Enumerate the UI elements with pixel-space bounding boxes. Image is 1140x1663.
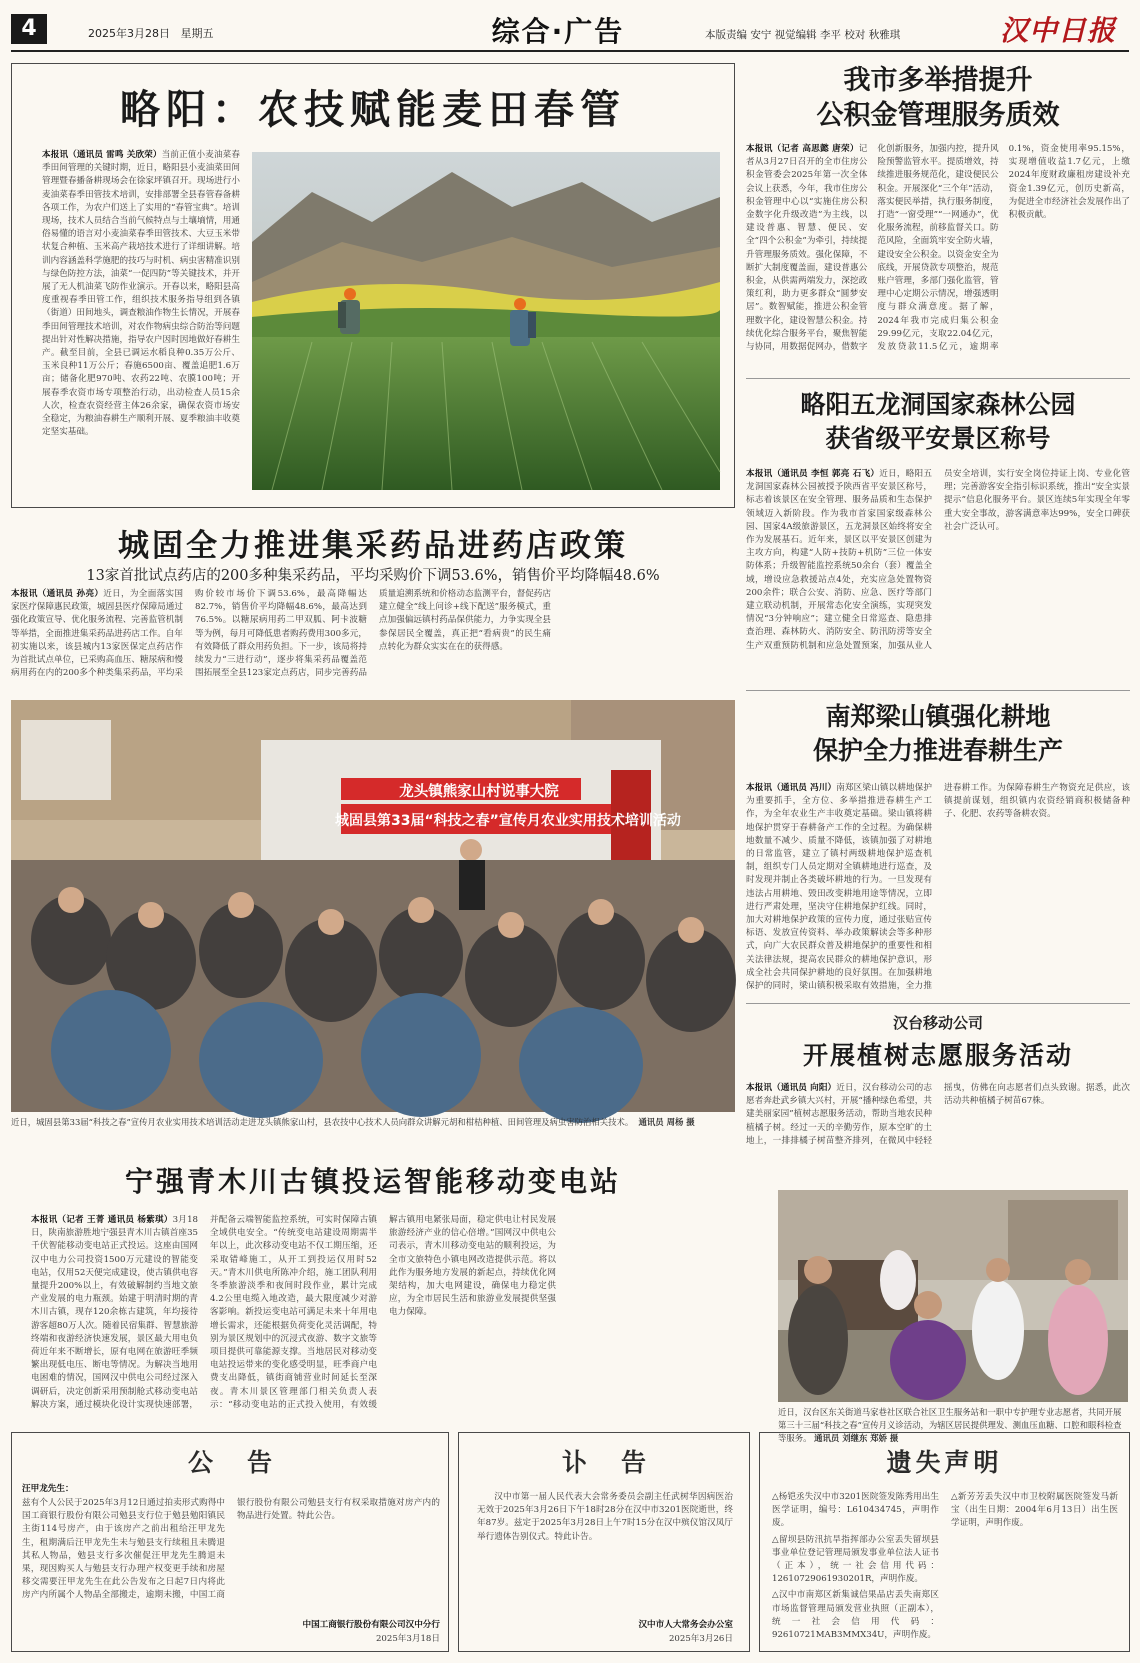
photo-wheat-field: [252, 152, 720, 490]
article-title: 略阳五龙洞国家森林公园 获省级平安景区称号: [800, 390, 1076, 453]
article-title: 城固全力推进集采药品进药店政策: [118, 528, 628, 564]
article-kicker: 汉台移动公司: [892, 1014, 983, 1032]
notice-body: 汉中市第一届人民代表大会常务委员会副主任武树华因病医治无效于2025年3月26日下午18时28分在汉中市3201医院逝世，终年87岁。兹定于2025年3月28日上午7时15分在汉中殡仪馆汉凤厅举行遗体告别仪式。特此讣告。: [477, 1492, 733, 1542]
article-body: 本报讯（通讯员 雷鸣 关欣荣）当前正值小麦油菜春季田间管理的关键时期，近日，略阳县小麦油菜田间管理暨春播备耕现场会在徐家坪镇召开。现场进行小麦油菜春季田管技术培训，安排部署全县春管春备耕各项工作，为农户们送上了实用的“春管宝典”。培训现场，技术人员结合当前气候特点与土壤墒情，用通俗易懂的语言对小麦油菜春季田管技术、大豆玉米带状复合种植、玉米高产栽培技术进行了详细讲解。培训内容涵盖科学施肥的技巧与时机、病虫害精准识别与绿色防控方法，油菜“一促四防”等关键技术，并开展了无人机油菜飞防作业演示。开春以来，略阳县高度重视春季田管工作，组织技术服务指导组到各镇（街道）田间地头，调查粮油作物生长情况，开展春季田间管理技术培训，对农作物病虫综合防治等问题提出针对性解决措施，指导农户因时因地做好春耕生产。截至目前，全县已调运水稻良种0.35万公斤、玉米良种11万公斤；春施6500亩、覆盖追肥1.6万亩；储备化肥970吨、农药22吨、农膜100吨；开展春季农资市场专项整治行动，出动检查人员15余人次，检查农资经营主体26余家，确保农资市场安全稳定，为粮油春耕生产顺利开展、夏季粮油丰收奠定坚实基础。: [42, 150, 240, 438]
notice-fugao: [458, 1432, 750, 1652]
notice-title: 遗失声明: [886, 1448, 1003, 1477]
divider: [746, 690, 1130, 691]
banner-village-courtyard: 龙头镇熊家山村说事大院: [399, 784, 559, 800]
notice-title: 公告: [187, 1448, 306, 1477]
banner-training-activity: 城固县第33届“科技之春”宣传月农业实用技术培训活动: [335, 813, 681, 829]
notice-salutation: 汪甲龙先生：: [22, 1484, 74, 1494]
photo-caption: 近日，城固县第33届“科技之春”宣传月农业实用技术培训活动走进龙头镇熊家山村，县农技中心技术人员向群众讲解元胡和柑桔种植、田间管理及病虫害防治相关技术。 通讯员 周杨 摄: [11, 1117, 695, 1127]
article-title: 略阳：农技赋能麦田春管: [120, 86, 626, 133]
masthead: [0, 0, 1140, 56]
article-title: 宁强青木川古镇投运智能移动变电站: [124, 1165, 621, 1198]
lost-item: △留坝县防汛抗旱指挥部办公室丢失留坝县事业单位登记管理局颁发事业单位法人证书（正本），统一社会信用代码：12610729061930201R，声明作废。: [772, 1534, 939, 1585]
lost-item: △新芳芳丢失汉中市卫校附属医院签发马新宝（出生日期：2004年6月13日）出生医学证明，声明作废。: [951, 1492, 1118, 1529]
article-gongjijin: [746, 63, 1130, 355]
article-hantai: [746, 1012, 1130, 1162]
notice-signer: 中国工商银行股份有限公司汉中分行: [302, 1620, 440, 1630]
article-ningqiang: [11, 1160, 735, 1422]
page-number: 4: [11, 14, 47, 44]
notice-yishi: [759, 1432, 1130, 1652]
masthead-date: 2025年3月28日 星期五: [88, 27, 214, 40]
article-title: 南郑梁山镇强化耕地 保护全力推进春耕生产: [812, 702, 1063, 765]
article-body: 本报讯（通讯员 向阳）近日，汉台移动公司的志愿者奔赴武乡镇大兴村，开展“播种绿色希望，共建美丽家园”植树志愿服务活动，帮助当地农民种植橘子树。经过一天的辛勤劳作，原本空旷的土地上，一排排橘子树苗整齐排列，在微风中轻轻摇曳，仿佛在向志愿者们点头致谢。据悉，此次活动共种植橘子树苗67株。: [746, 1083, 1130, 1146]
editors-line: 本版责编 安宁 视觉编辑 李平 校对 秋雅琪: [705, 29, 901, 41]
article-title: 我市多举措提升 公积金管理服务质效: [816, 65, 1060, 131]
article-title: 开展植树志愿服务活动: [802, 1041, 1073, 1070]
photo-free-clinic: [778, 1190, 1128, 1402]
section-title: 综合·广告: [491, 15, 625, 48]
lost-item: △汉中市南郑区新集诚信果品店丢失南郑区市场监督管理局颁发营业执照（正副本），统一社会信用代码：92610721MAB3MMX34U，声明作废。: [772, 1590, 939, 1641]
article-body: 本报讯（通讯员 冯川）南郑区梁山镇以耕地保护为重要抓手，全方位、多举措推进春耕生产工作，为全年农业生产丰收奠定基础。梁山镇将耕地保护贯穿于春耕备产工作的全过程。为确保耕地数量不减少、质量不降低，该镇加强了对耕地的日常监管，建立了镇村两级耕地保护巡查机制，组织专门人员定期对全镇耕地进行巡查，及时发现并制止各类破坏耕地的行为。一旦发现有违法占用耕地、毁田改变耕地用途等情况，立即进行严肃处理，坚决守住耕地保护红线。同时，加大对耕地保护政策的宣传力度，通过张贴宣传标语、发放宣传资料、举办政策解读会等多种形式，向广大农民群众普及耕地保护的重要性和相关法律法规，提高农民群众的耕地保护意识，形成全社会共同保护耕地的良好氛围。在加强耕地保护的同时，梁山镇积极采取有效措施，全力推进春耕工作。为保障春耕生产物资充足供应，该镇提前谋划，组织镇内农资经销商积极储备种子、化肥、农药等备耕农资。: [746, 783, 1130, 992]
divider: [746, 378, 1130, 379]
notice-title: 讣告: [561, 1448, 680, 1477]
lost-item: △杨铠丞失汉中市3201医院签发陈秀用出生医学证明，编号：L610434745，声明作废。: [772, 1492, 939, 1529]
article-body: 本报讯（记者 高思懿 唐荣）记者从3月27日召开的全市住房公积金管委会2025年第一次全体会议上获悉，今年，我市住房公积金管理中心以“实施住房公积金数字化升级改造”为主线，以建设普惠、智慧、便民、安全“四个公积金”为牵引，持续提升管理服务质效。强化保障，不断扩大制度覆盖面，建设普惠公积金，从供需两端发力，深挖政策红利，助力更多群众“圆梦安居”。数智赋能，推进公积金管理数字化，建设智慧公积金。持续优化综合服务平台，聚焦智能与协同，用数据促网办，借数字化创新服务，加强内控，提升风险预警监管水平。提质增效，持续推进服务规范化，建设便民公积金。开展深化“三个年”活动，落实便民举措，执行服务制度，打造“一窗受理”“一网通办”，优化服务流程，前移监督关口。防范风险，全面筑牢安全防火墙，建设安全公积金。以资金安全为底线，开展贷款专项整治，规范账户管理，多部门强化监管，管理中心定期公示情况，增强透明度与群众满意度。据了解，2024年我市完成归集公积金29.99亿元，支取22.04亿元，发放贷款11.5亿元，逾期率0.1%，资金使用率95.15%，实现增值收益1.7亿元，上缴2024年度财政廉租房建设补充资金1.39亿元，创历史新高，为促进全市经济社会发展作出了积极贡献。: [746, 144, 1130, 353]
divider: [746, 1003, 1130, 1004]
article-body: 本报讯（通讯员 李恒 郭亮 石飞）近日，略阳五龙洞国家森林公园被授予陕西省平安景区称号，标志着该景区在安全管理、服务品质和生态保护领域迈入新阶段。作为我市首家国家级森林公园、国家4A级旅游景区，五龙洞景区始终将安全作为发展基石。近年来，景区以平安景区创建为主攻方向，构建“人防+技防+机防”三位一体安防体系；升级智能监控系统50余台（套）覆盖全域，增设应急救援站点4处，充实应急处置物资200余件；联合公安、消防、应急、医疗等部门建立联动机制，开展常态化安全演练，实现突发情况“3分钟响应”；建立健全日常巡查、隐患排查治理、森林防火、消防安全、防汛防涝等安全生产双重预防机制和应急处置预案，加强从业人员安全培训，实行安全岗位持证上岗、专业化管理；完善游客安全指引标识系统，推出“安全实景提示”信息化服务平台。景区连续5年实现全年零重大安全事故，游客满意率达99%，安全口碑获社会广泛认可。: [746, 469, 1130, 651]
notice-gonggao: [11, 1432, 449, 1652]
notice-date: 2025年3月26日: [668, 1634, 733, 1644]
notice-date: 2025年3月18日: [375, 1634, 440, 1644]
article-jicai: [11, 520, 735, 688]
photo-caption: 近日，汉台区东关街道马家巷社区联合社区卫生服务站和一职中专护理专业志愿者，共同开展第三十三届“科技之春”宣传月义诊活动，为辖区居民提供理发、测血压血糖、口腔和眼科检查等服务。 通讯员 刘继东 郑娇 摄: [778, 1407, 1122, 1443]
article-subtitle: 13家首批试点药店的200多种集采药品，平均采购价下调53.6%，销售价平均降幅48.6%: [86, 568, 660, 584]
article-body: 本报讯（记者 王菁 通讯员 杨紫琪）3月18日，陕南旅游胜地宁强县青木川古镇首座35千伏智能移动变电站正式投运。这座由国网汉中电力公司投资1500万元建设的智能变电站，仅用52天便完成建设，使古镇供电容量提升200%以上，有效破解制约当地文旅产业发展的电力瓶颈。始建于明清时期的青木川古镇，现存120余栋古建筑，年均接待游客超80万人次。随着民宿集群、智慧旅游终端和夜游经济快速发展，景区最大用电负荷近年来不断增长，原有电网在旅游旺季频繁出现低电压、断电等情况。为解决当地用电困难的情况，国网汉中供电公司经过深入调研后，决定创新采用预制舱式移动变电站解决方案，通过模块化设计实现快速部署，并配备云端智能监控系统，可实时保障古镇全域供电安全。“传统变电站建设周期需半年以上，此次移动变电站不仅工期压缩，还采取错峰施工，从开工到投运仅用时52天。”青木川供电所陈冲介绍，施工团队利用冬季旅游淡季和夜间时段作业，累计完成4.2公里电缆入地改造，最大限度减少对游客影响。新投运变电站可满足未来十年用电增长需求，还能根据负荷变化灵活调配，特别为景区规划中的沉浸式夜游、数字文旅等项目提供可靠能源支撑。当地居民对移动变电站投运带来的变化感受明显，旺季商户电费支出降低，镇街商铺营业时间延长至深夜。青木川景区管理部门相关负责人表示：“移动变电站的正式投入使用，有效缓解古镇用电紧张局面，稳定供电让村民发展旅游经济产业的信心倍增。”国网汉中供电公司表示，青木川移动变电站的顺利投运，为全市文旅特色小镇电网改造提供示范。将以此作为服务地方发展的新起点，持续优化网架结构，加大电网建设，确保电力稳定供应，为全市居民生活和旅游业发展提供坚强电力保障。: [31, 1215, 556, 1410]
article-nanzheng: [746, 700, 1130, 1012]
photo-training-session: [11, 700, 735, 1112]
masthead-rule: [11, 50, 1129, 52]
article-body: 本报讯（通讯员 孙亮）近日，为全面落实国家医疗保障惠民政策，城固县医疗保障局通过强化政策宣导、优化服务流程、完善监管机制等举措，全面推进集采药品进药店工作。自年初实施以来，该县城内13家医保定点药店作为首批试点单位，已采购高血压、糖尿病和慢病用药在内的200多个种类集采药品，平均采购价较市场价下调53.6%，最高降幅达82.7%，销售价平均降幅48.6%，最高达到76.5%。以糖尿病用药二甲双胍、阿卡波糖等为例，每月可降低患者购药费用300多元，有效降低了群众用药负担。下一步，该局将持续发力“三进行动”，逐步将集采药品覆盖范围拓展至全县123家定点药店，同步完善药品质量追溯系统和价格动态监测平台，督促药店建立健全“线上问诊+线下配送”服务模式，重点加强偏远镇村药品保供能力，力争实现全县参保居民全覆盖，真正把“看病贵”的民生痛点转化为群众实实在在的获得感。: [11, 589, 551, 679]
notice-signer: 汉中市人大常务会办公室: [638, 1620, 733, 1630]
article-wulongdong: [746, 388, 1130, 663]
article-lueyang: [11, 63, 735, 508]
notice-body: [772, 1491, 1118, 1646]
notice-body: 兹有个人公民于2025年3月12日通过拍卖形式购得中国工商银行股份有限公司勉县支行位于勉县勉阳镇民主街114号房产，由于该房产之前出租给汪甲龙先生，租期满后汪甲龙先生未与勉县支行续租且未腾退其私人物品，勉县支行多次催促汪甲龙先生腾退未果，现因购买人与勉县支行办理产权变更手续和房屋移交需要汪甲龙先生在此公告发布之日起7日内将此房产内所属个人物品全部搬走，逾期未搬，中国工商银行股份有限公司勉县支行有权采取措施对房产内的物品进行处置。特此公告。: [22, 1498, 440, 1601]
paper-logo: 汉中日报: [1000, 14, 1117, 47]
